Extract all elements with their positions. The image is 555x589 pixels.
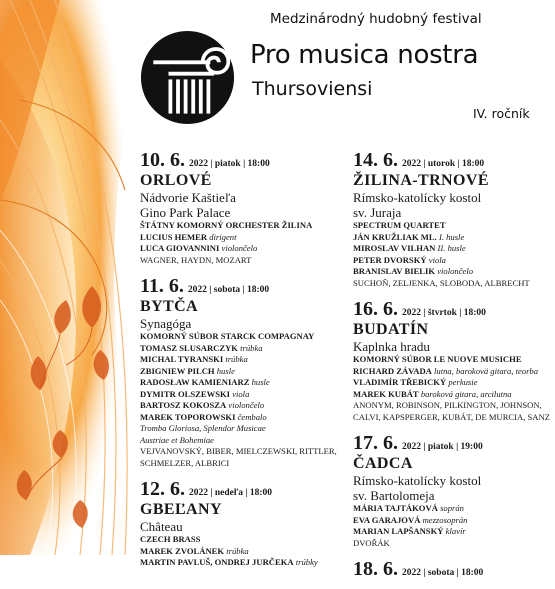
performer-role: trúbka [225,354,248,364]
program-composers: SCHMELZER, ALBRICI [140,457,230,468]
performer-role: dirigent [209,231,237,242]
event-date-meta: 2022 | piatok | 19:00 [402,442,483,452]
performer-role: trúbka [226,545,249,556]
event-date: 11. 6. [140,275,184,297]
festival-title: Pro musica nostra [250,40,479,70]
event-place: ŽILINA-TRNOVÉ [353,172,489,189]
event-venue: Château [140,519,183,534]
festival-city: Thursoviensi [252,78,373,100]
performer-role: lutna, barokovä gitara, teorba [434,365,539,376]
performer-line [353,220,553,232]
events-column-right [353,148,553,589]
performer-line [140,366,340,378]
event-date-line [353,148,553,172]
program-composers: VEJVANOVSKÝ, BIBER, MIELCZEWSKI, RITTLER, [140,446,337,456]
event-place: BYTČA [140,298,199,315]
performer-name: VLADIMÍR TŘEBICKÝ [353,377,447,387]
performer-name: ZBIGNIEW PILCH [140,365,215,376]
event-date: 18. 6. [353,558,398,580]
performer-role: II. husle [437,243,466,253]
event-date-line [140,477,340,501]
performer-name: MÁRIA TAJTÁKOVÁ [353,503,438,513]
performer-role: mezzosoprán [422,514,468,525]
performer-name: TOMASZ SLUSARCZYK [140,342,238,353]
event-date-meta: 2022 | štvrtok | 18:00 [402,308,486,318]
event-entry [140,148,340,266]
performer-line [353,366,553,378]
event-entry [353,557,553,581]
program-composers: ANONYM, ROBINSON, PILKINGTON, JOHNSON, [353,400,542,410]
performer-line [140,412,340,424]
performer-line [353,377,553,389]
performer-line [140,220,340,232]
event-place: ORLOVÉ [140,172,212,189]
performer-name: ŠTÁTNY KOMORNÝ ORCHESTER ŽILINA [140,220,313,230]
event-date: 14. 6. [353,149,398,171]
performer-line [353,515,553,527]
events-column-left [140,148,340,577]
performer-line [353,503,553,515]
performer-line [140,377,340,389]
event-date-line [353,297,553,321]
event-date: 17. 6. [353,432,398,454]
performer-name: MAREK ZVOLÁNEK [140,545,225,556]
performer-name: KOMORNÝ SÚBOR LE NUOVE MUSICHE [353,354,522,364]
performer-role: I. husle [438,231,465,242]
event-place: BUDATÍN [353,321,429,338]
event-date: 12. 6. [140,478,185,500]
performer-role: viola [428,254,446,265]
event-date-line [140,148,340,172]
event-venue: Rímsko-katolícky kostol [353,473,482,488]
performer-role: čembalo [237,411,267,422]
event-date-line [353,431,553,455]
performer-role: perkusie [448,377,478,387]
performer-name: RICHARD ZÁVADA [353,365,432,376]
event-place: GBEĽANY [140,501,222,518]
performer-line [353,266,553,278]
event-entry [353,431,553,549]
program-title: Tromba Gloriosa, Splendor Musicae [140,423,266,433]
festival-subtitle: Medzinárodný hudobný festival [270,11,482,27]
performer-role: husle [251,377,270,387]
program-composers: DVOŘÁK [353,537,390,548]
performer-line [140,546,340,558]
event-date-meta: 2022 | nedeľa | 18:00 [189,488,273,498]
performer-line [140,331,340,343]
performer-role: violončelo [221,243,258,253]
event-venue: sv. Bartolomeja [353,488,435,503]
performer-name: MICHAL TYRANSKI [140,354,224,364]
performer-name: LUCIUS HEMER [140,231,208,242]
program-composers: SUCHOŇ, ZELJENKA, SLOBODA, ALBRECHT [353,277,530,288]
performer-role: soprán [440,503,464,513]
performer-name: MARTIN PAVLUŠ, ONDREJ JURČEKA [140,557,294,567]
performer-role: violončelo [228,400,265,410]
performer-name: KOMORNÝ SÚBOR STARCK COMPAGNAY [140,331,315,341]
event-venue: Kaplnka hradu [353,339,430,354]
performer-role: trúbky [295,557,318,567]
performer-name: MIROSLAV VILHAN [353,243,436,253]
performer-name: EVA GARAJOVÁ [353,514,421,525]
event-venue: Nádvorie Kaštieľa [140,190,236,205]
event-entry [353,148,553,289]
festival-edition: IV. ročník [473,106,530,121]
event-date: 10. 6. [140,149,185,171]
program-composers: CALVI, KAPSPERGER, KUBÁT, DE MURCIA, SANZ [353,411,550,422]
event-entry [140,274,340,469]
event-venue: Gino Park Palace [140,205,231,220]
performer-name: SPECTRUM QUARTET [353,220,446,230]
performer-role: trúbka [240,342,263,353]
performer-name: JÁN KRUŽLIAK ML. [353,231,437,242]
event-date-meta: 2022 | sobota | 18:00 [402,568,484,578]
event-date-line [140,274,340,298]
performer-name: CZECH BRASS [140,534,201,544]
performer-line [140,534,340,546]
performer-line [353,354,553,366]
event-date-meta: 2022 | utorok | 18:00 [402,159,485,169]
program-title: Austriae et Bohemiae [140,434,214,445]
performer-role: viola [232,388,250,399]
event-date-line [353,557,553,581]
performer-line [353,389,553,401]
performer-role: baroková gitara, arcilutna [420,388,512,399]
performer-name: RADOSŁAW KAMIENIARZ [140,377,250,387]
performer-name: MAREK TOPOROWSKI [140,411,236,422]
performer-name: DYMITR OLSZEWSKI [140,388,231,399]
performer-name: BRANISLAV BIELIK [353,266,436,276]
event-date-meta: 2022 | piatok | 18:00 [189,159,270,169]
event-venue: Synagóga [140,316,192,331]
performer-line [140,557,340,569]
performer-line [140,354,340,366]
event-venue: Rímsko-katolícky kostol [353,190,482,205]
ionic-column-logo-icon [140,30,235,125]
performer-line [353,526,553,538]
event-place: ČADCA [353,455,413,472]
performer-role: violončelo [437,266,474,276]
event-entry [353,297,553,423]
performer-line [140,343,340,355]
performer-name: MAREK KUBÁT [353,388,419,399]
performer-line [353,243,553,255]
performer-line [140,389,340,401]
event-date-meta: 2022 | sobota | 18:00 [187,285,270,295]
event-venue: sv. Juraja [353,205,402,220]
performer-line [353,255,553,267]
performer-line [140,232,340,244]
event-date: 16. 6. [353,298,398,320]
program-composers: WAGNER, HAYDN, MOZART [140,254,252,265]
performer-role: klavír [445,526,466,536]
performer-name: LUCA GIOVANNINI [140,243,220,253]
performer-role: husle [216,365,235,376]
performer-name: MARIAN LAPŠANSKÝ [353,526,444,536]
performer-line [140,400,340,412]
performer-line [140,243,340,255]
performer-name: PETER DVORSKÝ [353,254,427,265]
performer-name: BARTOSZ KOKOSZA [140,400,227,410]
performer-line [353,232,553,244]
